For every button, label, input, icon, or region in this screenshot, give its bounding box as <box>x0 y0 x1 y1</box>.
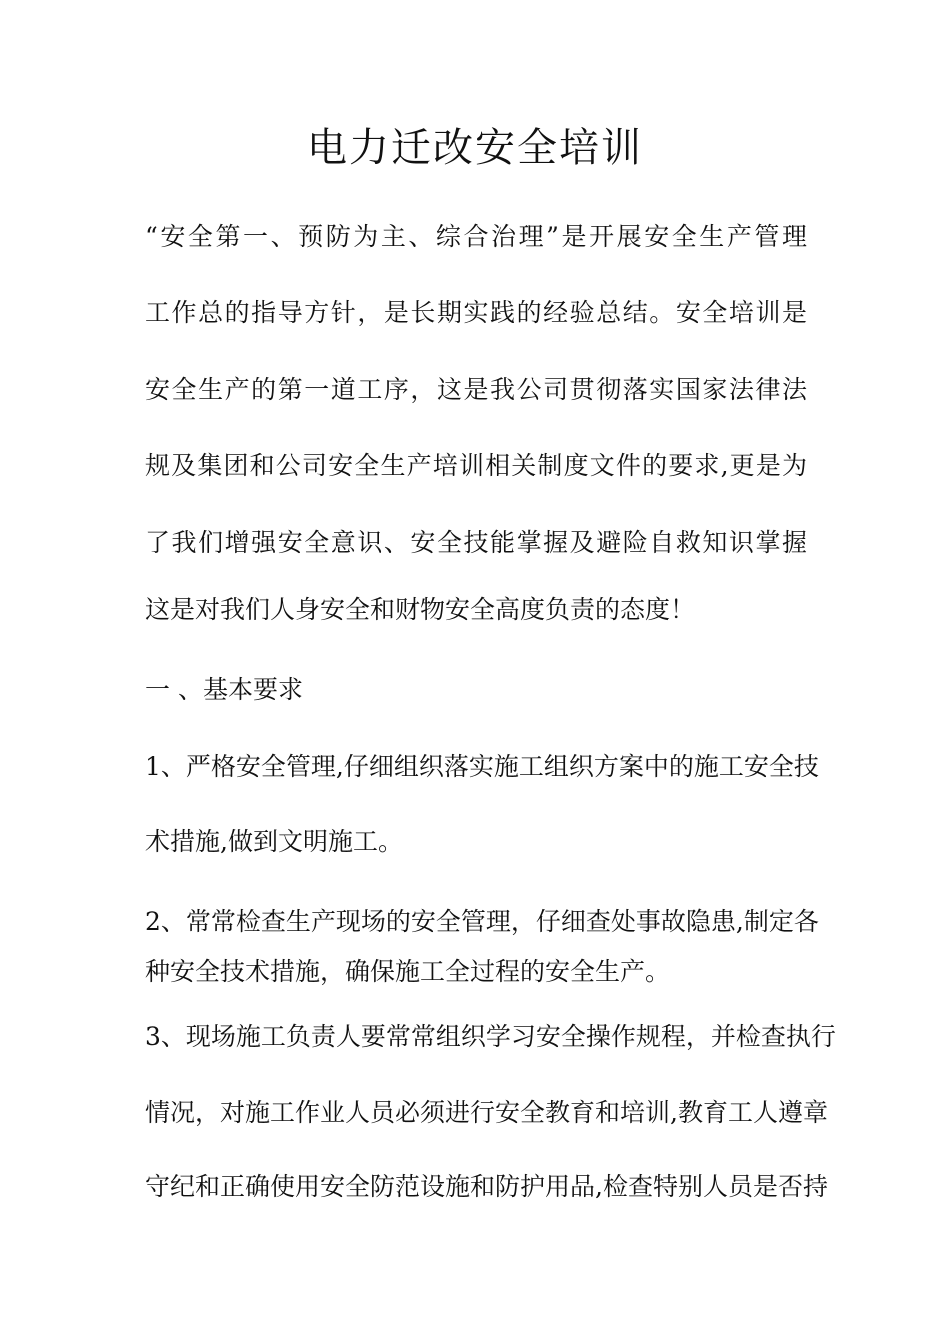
item2-line-2: 种安全技术措施，确保施工全过程的安全生产。 <box>145 957 671 986</box>
item3-line-1: 3、现场施工负责人要常常组织学习安全操作规程，并检查执行 <box>145 1022 836 1051</box>
item3-line-2: 情况，对施工作业人员必须进行安全教育和培训,教育工人遵章 <box>145 1098 828 1127</box>
section-heading: 一 、基本要求 <box>145 675 303 704</box>
item2-line-1: 2、常常检查生产现场的安全管理，仔细查处事故隐患,制定各 <box>145 907 819 936</box>
intro-line-3: 安全生产的第一道工序，这是我公司贯彻落实国家法律法 <box>145 375 807 404</box>
item1-line-1: 1、严格安全管理,仔细组织落实施工组织方案中的施工安全技 <box>145 752 819 781</box>
intro-line-5: 了我们增强安全意识、安全技能掌握及避险自救知识掌握 <box>145 528 807 557</box>
document-title: 电力迁改安全培训 <box>307 125 643 171</box>
intro-line-2: 工作总的指导方针，是长期实践的经验总结。安全培训是 <box>145 298 807 327</box>
intro-line-4: 规及集团和公司安全生产培训相关制度文件的要求,更是为 <box>145 451 807 480</box>
item1-line-2: 术措施,做到文明施工。 <box>145 827 403 856</box>
intro-line-1: “安全第一、预防为主、综合治理”是开展安全生产管理 <box>145 222 807 251</box>
intro-line-6: 这是对我们人身安全和财物安全高度负责的态度！ <box>145 595 696 624</box>
item3-line-3: 守纪和正确使用安全防范设施和防护用品,检查特别人员是否持 <box>145 1172 828 1201</box>
